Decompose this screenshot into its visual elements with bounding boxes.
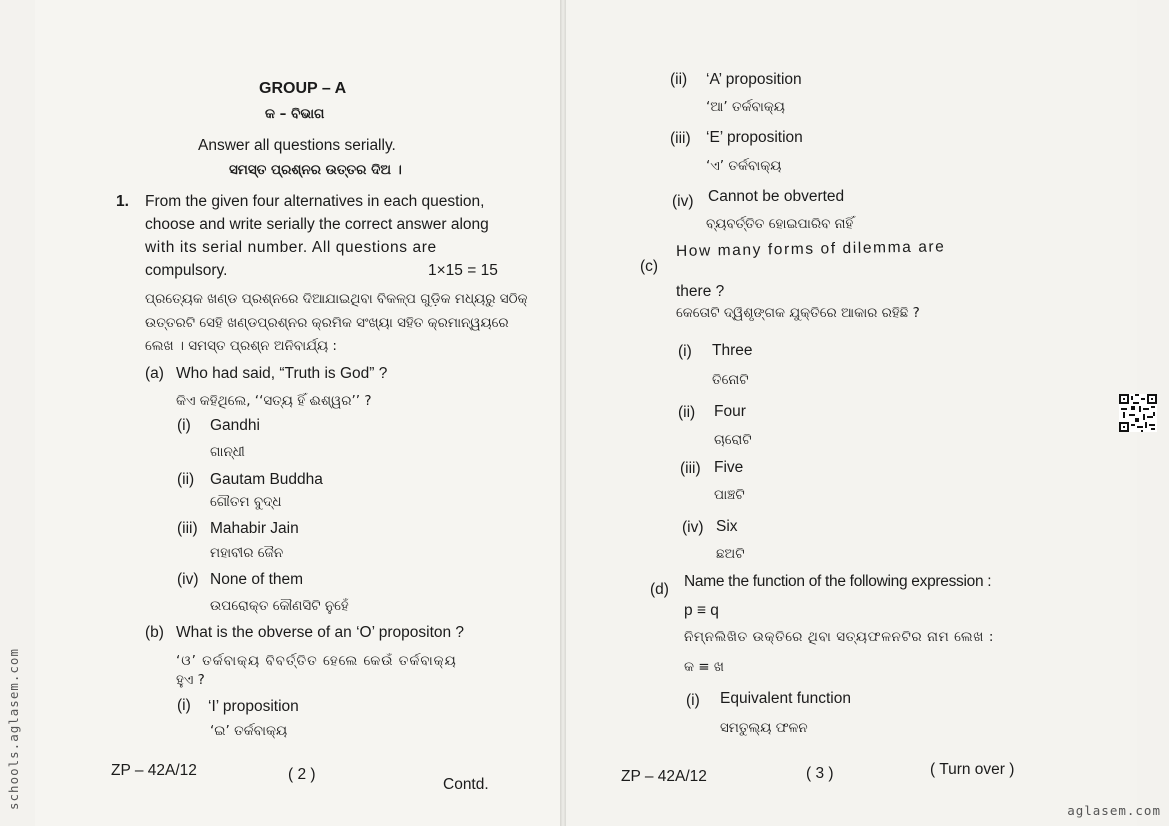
qb-odia-line-1: ‘ଓ’ ତର୍କବାକ୍ୟ ବିବର୍ତ୍ତିତ ହେଲେ କେଉଁ ତର୍କବାକ୍ୟ: [176, 653, 457, 669]
q1-marks: 1×15 = 15: [428, 262, 498, 279]
qc-opt-odia: ଚାରୋଟି: [714, 432, 752, 448]
qb-opt-text: ‘I’ proposition: [208, 698, 299, 715]
qd-expression: p ≡ q: [684, 602, 719, 619]
qb-text: What is the obverse of an ‘O’ propositon ?: [176, 624, 465, 641]
qb-opt-odia: ‘ଆ’ ତର୍କବାକ୍ୟ: [706, 99, 785, 115]
qd-odia: ନିମ୍ନଲିଖିତ ଉକ୍ତିରେ ଥିବା ସତ୍ୟଫଳନଟିର ନାମ ଲେଖ :: [684, 629, 995, 645]
qc-opt-label: (iv): [682, 519, 704, 536]
qa-opt-odia: ଗୌତମ ବୁଦ୍ଧ: [210, 494, 282, 510]
qa-odia: କିଏ କହିଥିଲେ, ‘‘ସତ୍ୟ ହିଁ ଈଶ୍ୱର’’ ?: [176, 393, 372, 409]
qb-opt-text: Cannot be obverted: [708, 188, 845, 205]
q1-odia-line-3: ଲେଖ । ସମସ୍ତ ପ୍ରଶ୍ନ ଅନିବାର୍ଯ୍ୟ :: [145, 338, 337, 354]
qc-opt-odia: ତିନୋଟି: [712, 372, 749, 388]
qb-opt-label: (i): [177, 697, 191, 714]
qr-code-icon: [1119, 394, 1157, 432]
qa-opt-label: (ii): [177, 471, 195, 488]
page-fold: [560, 0, 566, 826]
side-watermark: schools.aglasem.com: [6, 648, 21, 810]
footer-page-number: ( 2 ): [288, 766, 316, 783]
qc-text-line-2: there ?: [676, 283, 725, 300]
qb-opt-label: (ii): [670, 71, 688, 88]
qd-label: (d): [650, 581, 669, 598]
qb-opt-text: ‘A’ proposition: [706, 71, 802, 88]
qd-opt-odia: ସମତୁଲ୍ୟ ଫଳନ: [720, 720, 808, 736]
qc-odia: କେତୋଟି ଦ୍ୱିଶୃଙ୍ଗକ ଯୁକ୍ତିରେ ଆକାର ରହିଛି ?: [676, 305, 920, 321]
qa-opt-odia: ଉପରୋକ୍ତ କୌଣସିଟି ନୁହେଁ: [210, 598, 349, 614]
qc-opt-text: Five: [714, 459, 744, 476]
group-title: GROUP – A: [259, 80, 347, 97]
qb-opt-label: (iii): [670, 130, 691, 147]
qa-opt-label: (iv): [177, 571, 199, 588]
qc-opt-text: Four: [714, 403, 746, 420]
qd-opt-text: Equivalent function: [720, 690, 851, 707]
corner-watermark: aglasem.com: [1067, 803, 1161, 818]
footer-code: ZP – 42A/12: [111, 762, 197, 779]
qc-opt-label: (ii): [678, 404, 696, 421]
qb-opt-odia: ‘ଇ’ ତର୍କବାକ୍ୟ: [210, 723, 288, 739]
qb-opt-odia: ‘ଏ’ ତର୍କବାକ୍ୟ: [706, 158, 782, 174]
qa-opt-label: (i): [177, 417, 191, 434]
q1-odia-line-1: ପ୍ରତ୍ୟେକ ଖଣ୍ଡ ପ୍ରଶ୍ନରେ ଦିଆଯାଇଥିବା ବିକଳ୍ପ ଗୁଡ଼ିକ ମଧ୍ୟରୁ ସଠିକ୍: [145, 291, 528, 307]
footer-turn-over: ( Turn over ): [930, 761, 1015, 778]
qa-label: (a): [145, 365, 164, 382]
qb-label: (b): [145, 624, 164, 641]
qa-opt-text: None of them: [210, 571, 304, 588]
q1-line-1: From the given four alternatives in each question,: [145, 193, 485, 210]
footer-code: ZP – 42A/12: [621, 768, 707, 785]
q1-line-4: compulsory.: [145, 262, 228, 279]
q1-odia-line-2: ଉତ୍ତରଟି ସେହି ଖଣ୍ଡପ୍ରଶ୍ନର କ୍ରମିକ ସଂଖ୍ୟା ସହିତ କ୍ରମାନ୍ୱୟରେ: [145, 315, 509, 331]
qc-text-line-1: How many forms of dilemma are: [675, 238, 946, 260]
qc-opt-text: Six: [716, 518, 738, 535]
qc-label: (c): [640, 258, 659, 275]
q1-line-2: choose and write serially the correct answer along: [145, 216, 489, 233]
qd-expression-odia: କ ≡ ଖ: [684, 659, 724, 675]
qa-opt-label: (iii): [177, 520, 198, 537]
left-page: [35, 0, 563, 826]
qa-opt-odia: ଗାନ୍ଧୀ: [210, 444, 245, 460]
qd-opt-label: (i): [686, 692, 700, 709]
qc-opt-label: (iii): [680, 460, 701, 477]
qa-opt-text: Mahabir Jain: [210, 520, 299, 537]
qc-opt-label: (i): [678, 343, 692, 360]
group-title-odia: କ – ବିଭାଗ: [265, 106, 325, 122]
qb-opt-odia: ବ୍ୟବର୍ତ୍ତିତ ହୋଇପାରିବ ନାହିଁ: [706, 216, 854, 232]
instruction: Answer all questions serially.: [198, 137, 396, 154]
qc-opt-text: Three: [712, 342, 753, 359]
qb-odia-line-2: ହୁଏ ?: [176, 672, 205, 688]
footer-page-number: ( 3 ): [806, 765, 834, 782]
instruction-odia: ସମସ୍ତ ପ୍ରଶ୍ନର ଉତ୍ତର ଦିଅ ।: [229, 162, 402, 178]
qd-text: Name the function of the following expression :: [684, 573, 992, 590]
qa-opt-odia: ମହାବୀର ଜୈନ: [210, 545, 284, 561]
footer-contd: Contd.: [443, 776, 489, 793]
question-number: 1.: [116, 193, 129, 210]
qb-opt-label: (iv): [672, 193, 694, 210]
q1-line-3: with its serial number. All questions are: [145, 239, 437, 256]
qb-opt-text: ‘E’ proposition: [706, 129, 803, 146]
qa-opt-text: Gandhi: [210, 417, 260, 434]
qc-opt-odia: ପାଞ୍ଚଟି: [714, 487, 745, 503]
qc-opt-odia: ଛଅଟି: [716, 546, 745, 562]
qa-text: Who had said, “Truth is God” ?: [176, 365, 388, 382]
qa-opt-text: Gautam Buddha: [210, 471, 323, 488]
